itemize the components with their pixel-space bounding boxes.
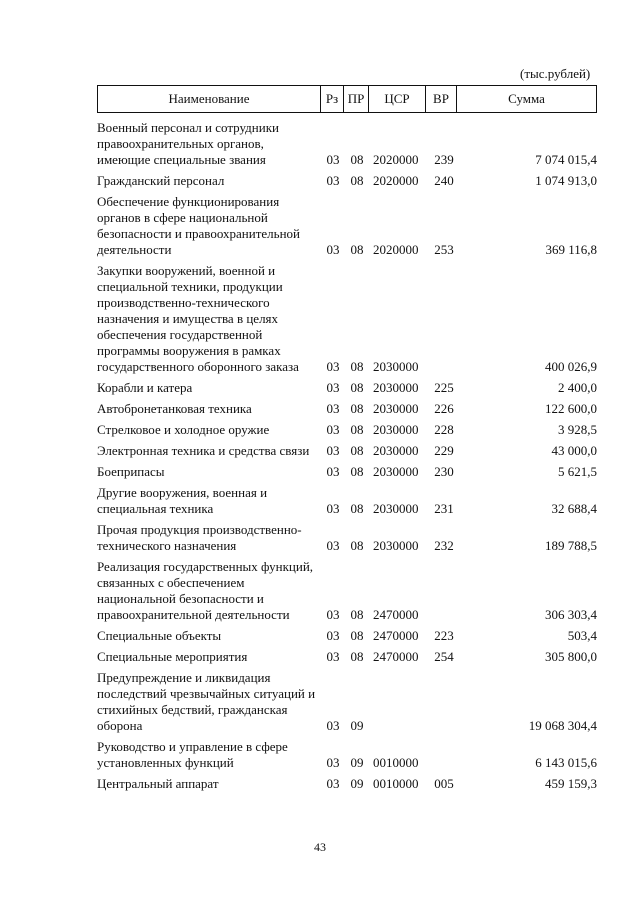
cell-csr: 2020000 [373, 173, 419, 188]
cell-sum: 19 068 304,4 [528, 718, 597, 733]
cell-vr: 225 [434, 380, 454, 395]
cell-pr: 08 [350, 152, 364, 167]
cell-rz: 03 [326, 359, 340, 374]
header-name: Наименование [98, 86, 321, 113]
cell-pr: 08 [350, 173, 364, 188]
cell-pr: 09 [350, 776, 364, 791]
header-csr: ЦСР [369, 86, 426, 113]
cell-csr: 2030000 [373, 401, 419, 416]
cell-pr: 08 [350, 380, 364, 395]
header-sum: Сумма [457, 86, 597, 113]
cell-rz: 03 [326, 380, 340, 395]
table-row [97, 739, 597, 771]
cell-name: Специальные мероприятия [97, 649, 248, 664]
cell-pr: 08 [350, 538, 364, 553]
cell-name: Стрелковое и холодное оружие [97, 422, 270, 437]
cell-sum: 400 026,9 [545, 359, 597, 374]
table-row [97, 173, 597, 189]
cell-name: Электронная техника и средства связи [97, 443, 310, 458]
cell-csr: 0010000 [373, 776, 419, 791]
cell-name: Другие вооружения, военная и специальная техника [97, 485, 268, 516]
cell-sum: 369 116,8 [545, 242, 597, 257]
header-rz: Рз [321, 86, 344, 113]
cell-name: Центральный аппарат [97, 776, 219, 791]
cell-name: Корабли и катера [97, 380, 193, 395]
cell-rz: 03 [326, 718, 340, 733]
cell-vr: 253 [434, 242, 454, 257]
table-row [97, 649, 597, 665]
cell-csr: 2030000 [373, 422, 419, 437]
table-row [97, 263, 597, 375]
cell-pr: 08 [350, 242, 364, 257]
cell-rz: 03 [326, 464, 340, 479]
cell-pr: 08 [350, 607, 364, 622]
cell-rz: 03 [326, 607, 340, 622]
cell-name: Гражданский персонал [97, 173, 225, 188]
cell-pr: 08 [350, 401, 364, 416]
cell-csr: 0010000 [373, 755, 419, 770]
cell-pr: 08 [350, 501, 364, 516]
cell-rz: 03 [326, 649, 340, 664]
cell-sum: 122 600,0 [545, 401, 597, 416]
cell-name: Руководство и управление в сфере установленных функций [97, 739, 288, 770]
header-pr: ПР [344, 86, 369, 113]
cell-sum: 5 621,5 [558, 464, 597, 479]
unit-label: (тыс.рублей) [520, 66, 591, 81]
cell-rz: 03 [326, 152, 340, 167]
cell-vr: 230 [434, 464, 454, 479]
cell-csr: 2030000 [373, 501, 419, 516]
cell-name: Обеспечение функционирования органов в сфере национальной безопасности и правоохранительной деятельности [97, 194, 300, 257]
cell-name: Автобронетанковая техника [97, 401, 252, 416]
cell-csr: 2030000 [373, 359, 419, 374]
cell-sum: 43 000,0 [551, 443, 597, 458]
cell-vr: 223 [434, 628, 454, 643]
table-row [97, 443, 597, 459]
cell-vr: 240 [434, 173, 454, 188]
cell-pr: 08 [350, 628, 364, 643]
cell-vr: 239 [434, 152, 454, 167]
cell-vr: 254 [434, 649, 454, 664]
cell-csr: 2030000 [373, 380, 419, 395]
cell-rz: 03 [326, 755, 340, 770]
cell-rz: 03 [326, 628, 340, 643]
cell-csr: 2020000 [373, 242, 419, 257]
cell-name: Предупреждение и ликвидация последствий чрезвычайных ситуаций и стихийных бедствий, гражданская оборона [97, 670, 316, 733]
cell-vr: 229 [434, 443, 454, 458]
cell-sum: 503,4 [567, 628, 597, 643]
cell-csr: 2030000 [373, 538, 419, 553]
cell-name: Закупки вооружений, военной и специальной техники, продукции производственно-технического назначения и имущества в целях обеспечения государственной программы вооружения в рамках государственного оборонного заказа [97, 263, 299, 374]
table-row [97, 485, 597, 517]
table-row [97, 670, 597, 734]
cell-name: Прочая продукция производственно-технического назначения [97, 522, 302, 553]
cell-rz: 03 [326, 538, 340, 553]
cell-rz: 03 [326, 401, 340, 416]
cell-rz: 03 [326, 501, 340, 516]
table-row [97, 401, 597, 417]
cell-pr: 09 [350, 718, 364, 733]
cell-sum: 3 928,5 [558, 422, 597, 437]
cell-sum: 7 074 015,4 [535, 152, 597, 167]
cell-sum: 32 688,4 [551, 501, 597, 516]
cell-sum: 305 800,0 [545, 649, 597, 664]
page-number: 43 [314, 840, 326, 854]
cell-sum: 2 400,0 [558, 380, 597, 395]
table-row [97, 194, 597, 258]
table-row [97, 522, 597, 554]
cell-vr: 232 [434, 538, 454, 553]
cell-sum: 6 143 015,6 [535, 755, 597, 770]
cell-name: Специальные объекты [97, 628, 222, 643]
cell-csr: 2020000 [373, 152, 419, 167]
cell-pr: 08 [350, 464, 364, 479]
cell-pr: 08 [350, 422, 364, 437]
table-row [97, 776, 597, 792]
header-vr: ВР [426, 86, 457, 113]
cell-pr: 08 [350, 443, 364, 458]
cell-sum: 306 303,4 [545, 607, 597, 622]
cell-rz: 03 [326, 173, 340, 188]
cell-sum: 189 788,5 [545, 538, 597, 553]
table-row [97, 559, 597, 623]
table-row [97, 120, 597, 168]
cell-name: Военный персонал и сотрудники правоохранительных органов, имеющие специальные звания [97, 120, 279, 167]
cell-sum: 1 074 913,0 [535, 173, 597, 188]
cell-csr: 2030000 [373, 464, 419, 479]
cell-sum: 459 159,3 [545, 776, 597, 791]
cell-csr: 2470000 [373, 607, 419, 622]
cell-rz: 03 [326, 242, 340, 257]
table-body [97, 120, 597, 797]
cell-name: Реализация государственных функций, связанных с обеспечением национальной безопасности и правоохранительной деятельности [97, 559, 314, 622]
cell-vr: 228 [434, 422, 454, 437]
cell-vr: 005 [434, 776, 454, 791]
cell-csr: 2030000 [373, 443, 419, 458]
cell-rz: 03 [326, 776, 340, 791]
cell-vr: 226 [434, 401, 454, 416]
cell-csr: 2470000 [373, 628, 419, 643]
table-row [97, 464, 597, 480]
table-row [97, 628, 597, 644]
table-header [97, 85, 597, 113]
cell-csr: 2470000 [373, 649, 419, 664]
cell-pr: 08 [350, 649, 364, 664]
cell-vr: 231 [434, 501, 454, 516]
cell-pr: 08 [350, 359, 364, 374]
cell-rz: 03 [326, 443, 340, 458]
cell-name: Боеприпасы [97, 464, 165, 479]
table-row [97, 380, 597, 396]
cell-rz: 03 [326, 422, 340, 437]
table-row [97, 422, 597, 438]
cell-pr: 09 [350, 755, 364, 770]
